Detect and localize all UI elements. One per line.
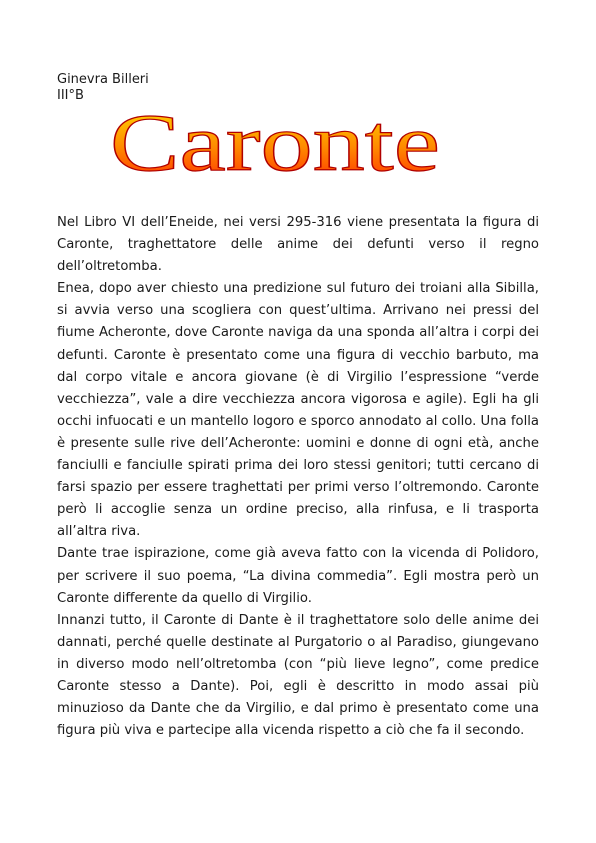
author-name: Ginevra Billeri	[57, 72, 149, 87]
document-title	[100, 92, 450, 187]
paragraph: Innanzi tutto, il Caronte di Dante è il traghettatore solo delle anime dei dannati, perché quelle destinate al Purgatorio o al Paradiso, giungevano in diverso modo nell’oltretomba (con “più lieve legno”, come predice Caronte stesso a Dante). Poi, egli è descritto in modo assai più minuzioso da Dante che da Virgilio, e dal primo è presentato come una figura più viva e partecipe alla vicenda rispetto a ciò che fa il secondo.	[57, 612, 539, 739]
paragraph: Nel Libro VI dell’Eneide, nei versi 295-316 viene presentata la figura di Caronte, traghettatore delle anime dei defunti verso il regno dell’oltretomba.	[57, 215, 539, 275]
class-label: III°B	[57, 88, 84, 103]
document-body	[57, 212, 539, 742]
paragraph: Enea, dopo aver chiesto una predizione sul futuro dei troiani alla Sibilla, si avvia verso una scogliera con quest’ultima. Arrivano nei pressi del fiume Acheronte, dove Caronte naviga da una sponda all’altra i corpi dei defunti. Caronte è presentato come una figura di vecchio barbuto, ma dal corpo vitale e ancora giovane (è di Virgilio l’espressione “verde vecchiezza”, vale a dire vecchiezza ancora vigorosa e agile). Egli ha gli occhi infuocati e un mantello logoro e sporco annodato al collo. Una folla è presente sulle rive dell’Acheronte: uomini e donne di ogni età, anche fanciulli e fanciulle spirati prima dei loro stessi genitori; tutti cercano di farsi spazio per essere traghettati per primi verso l’oltremondo. Caronte però li accoglie senza un ordine preciso, alla rinfusa, e li trasporta all’altra riva.	[57, 281, 539, 540]
paragraph: Dante trae ispirazione, come già aveva fatto con la vicenda di Polidoro, per scrivere il suo poema, “La divina commedia”. Egli mostra però un Caronte differente da quello di Virgilio.	[57, 546, 539, 606]
title-text: Caronte	[110, 97, 440, 187]
